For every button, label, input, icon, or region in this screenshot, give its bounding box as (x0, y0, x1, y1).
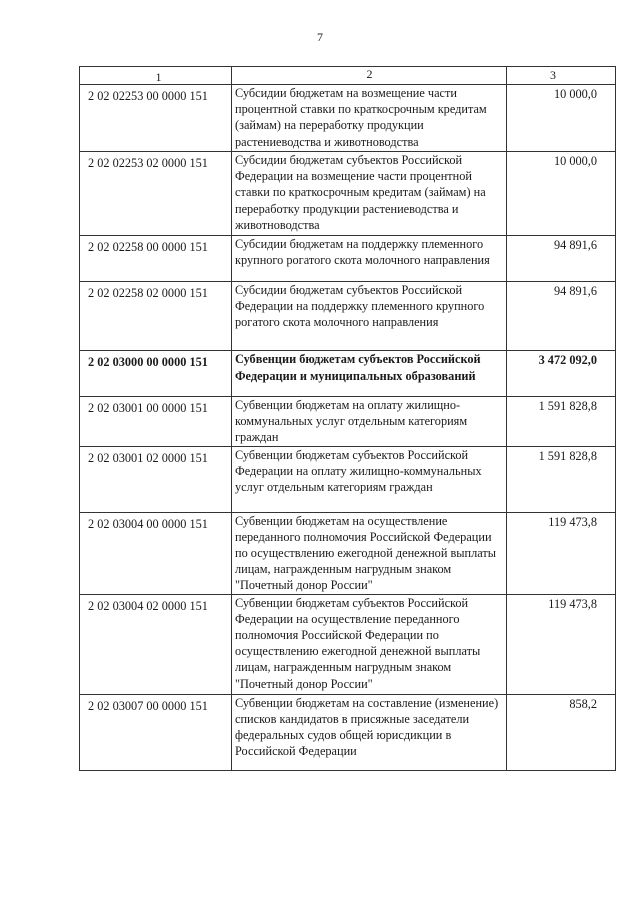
column-header-code: 1 (80, 67, 232, 85)
table-row (80, 236, 616, 282)
budget-code-cell: 2 02 02258 00 0000 151 (80, 236, 232, 282)
table-row (80, 282, 616, 351)
column-header-amount: 3 (507, 67, 616, 85)
budget-code-cell: 2 02 03004 00 0000 151 (80, 512, 232, 594)
amount-cell: 1 591 828,8 (507, 446, 616, 512)
amount-cell: 119 473,8 (507, 512, 616, 594)
budget-code-cell: 2 02 03001 02 0000 151 (80, 446, 232, 512)
revenue-name-cell: Субвенции бюджетам субъектов Российской Федерации на осуществление переданного полномочия Российской Федерации по осуществлению ежегодной денежной выплаты лицам, награжденным нагрудным знаком "Почетный донор России" (232, 594, 507, 694)
budget-code-cell: 2 02 02258 02 0000 151 (80, 282, 232, 351)
amount-cell: 858,2 (507, 694, 616, 770)
revenue-name-cell: Субсидии бюджетам субъектов Российской Федерации на возмещение части процентной ставки по краткосрочным кредитам (займам) на переработку продукции растениеводства и животноводства (232, 152, 507, 236)
amount-cell: 94 891,6 (507, 282, 616, 351)
amount-cell: 1 591 828,8 (507, 397, 616, 447)
budget-code-cell: 2 02 03007 00 0000 151 (80, 694, 232, 770)
revenue-name-cell: Субсидии бюджетам субъектов Российской Федерации на поддержку племенного крупного рогатого скота молочного направления (232, 282, 507, 351)
revenue-name-cell: Субвенции бюджетам субъектов Российской Федерации и муниципальных образований (232, 351, 507, 397)
budget-code-cell: 2 02 03004 02 0000 151 (80, 594, 232, 694)
column-header-name: 2 (232, 67, 507, 85)
budget-revenue-table (79, 66, 616, 771)
budget-code-cell: 2 02 02253 00 0000 151 (80, 85, 232, 152)
budget-code-cell: 2 02 02253 02 0000 151 (80, 152, 232, 236)
table-row (80, 594, 616, 694)
amount-cell: 94 891,6 (507, 236, 616, 282)
table-row (80, 351, 616, 397)
budget-code-cell: 2 02 03001 00 0000 151 (80, 397, 232, 447)
revenue-name-cell: Субвенции бюджетам на осуществление переданного полномочия Российской Федерации по осуществлению ежегодной денежной выплаты лицам, награжденным нагрудным знаком "Почетный донор России" (232, 512, 507, 594)
revenue-name-cell: Субвенции бюджетам на составление (изменение) списков кандидатов в присяжные заседатели федеральных судов общей юрисдикции в Российской Федерации (232, 694, 507, 770)
revenue-name-cell: Субсидии бюджетам на поддержку племенного крупного рогатого скота молочного направления (232, 236, 507, 282)
table-row (80, 152, 616, 236)
revenue-name-cell: Субвенции бюджетам на оплату жилищно-коммунальных услуг отдельным категориям граждан (232, 397, 507, 447)
table-header-row (80, 67, 616, 85)
amount-cell: 10 000,0 (507, 152, 616, 236)
amount-cell: 119 473,8 (507, 594, 616, 694)
revenue-name-cell: Субвенции бюджетам субъектов Российской Федерации на оплату жилищно-коммунальных услуг отдельным категориям граждан (232, 446, 507, 512)
table-row (80, 694, 616, 770)
budget-code-cell: 2 02 03000 00 0000 151 (80, 351, 232, 397)
table-row (80, 512, 616, 594)
amount-cell: 10 000,0 (507, 85, 616, 152)
table-row (80, 85, 616, 152)
page-number: 7 (317, 30, 323, 44)
table-row (80, 446, 616, 512)
amount-cell: 3 472 092,0 (507, 351, 616, 397)
table-row (80, 397, 616, 447)
revenue-name-cell: Субсидии бюджетам на возмещение части процентной ставки по краткосрочным кредитам (займам) на переработку продукции растениеводства и животноводства (232, 85, 507, 152)
